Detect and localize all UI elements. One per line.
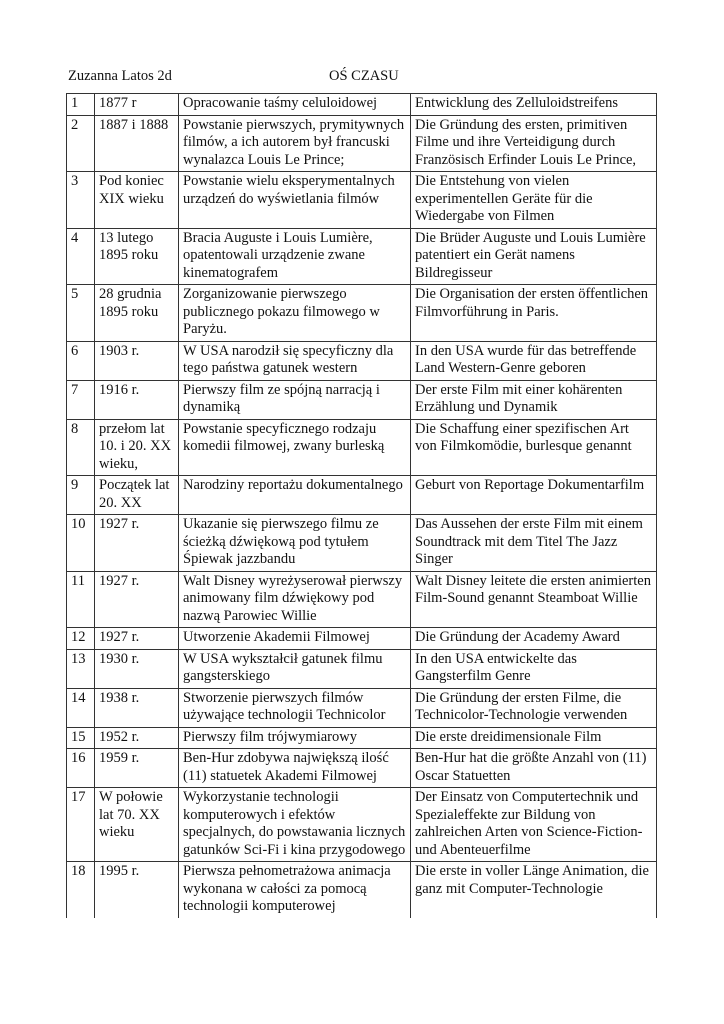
row-number-cell: 9 xyxy=(67,476,95,515)
german-description-cell: Die Gründung der Academy Award xyxy=(411,628,657,650)
german-description-cell: Die Schaffung einer spezifischen Art von Filmkomödie, burlesque genannt xyxy=(411,419,657,476)
polish-description-cell: Ben-Hur zdobywa największą ilość (11) statuetek Akademi Filmowej xyxy=(179,749,411,788)
german-description-cell: Die Entstehung von vielen experimentellen Geräte für die Wiedergabe von Filmen xyxy=(411,172,657,229)
date-cell: W połowie lat 70. XX wieku xyxy=(95,788,179,862)
polish-description-cell: Powstanie pierwszych, prymitywnych filmów, a ich autorem był francuski wynalazca Louis Le Prince; xyxy=(179,115,411,172)
table-row xyxy=(67,228,657,285)
row-number-cell: 1 xyxy=(67,94,95,116)
german-description-cell: Das Aussehen der erste Film mit einem Soundtrack mit dem Titel The Jazz Singer xyxy=(411,515,657,572)
polish-description-cell: Stworzenie pierwszych filmów używające technologii Technicolor xyxy=(179,688,411,727)
table-row xyxy=(67,115,657,172)
date-cell: 1903 r. xyxy=(95,341,179,380)
date-cell: 1916 r. xyxy=(95,380,179,419)
german-description-cell: Die Gründung des ersten, primitiven Filme und ihre Verteidigung durch Französisch Erfinder Louis Le Prince, xyxy=(411,115,657,172)
table-row xyxy=(67,862,657,918)
table-row xyxy=(67,788,657,862)
german-description-cell: Geburt von Reportage Dokumentarfilm xyxy=(411,476,657,515)
polish-description-cell: Walt Disney wyreżyserował pierwszy animowany film dźwiękowy pod nazwą Parowiec Willie xyxy=(179,571,411,628)
table-row xyxy=(67,172,657,229)
polish-description-cell: Zorganizowanie pierwszego publicznego pokazu filmowego w Paryżu. xyxy=(179,285,411,342)
polish-description-cell: Pierwszy film trójwymiarowy xyxy=(179,727,411,749)
table-row xyxy=(67,749,657,788)
document-header xyxy=(68,68,658,88)
polish-description-cell: Ukazanie się pierwszego filmu ze ścieżką dźwiękową pod tytułem Śpiewak jazzbandu xyxy=(179,515,411,572)
table-row xyxy=(67,94,657,116)
row-number-cell: 14 xyxy=(67,688,95,727)
row-number-cell: 5 xyxy=(67,285,95,342)
date-cell: 28 grudnia 1895 roku xyxy=(95,285,179,342)
table-row xyxy=(67,628,657,650)
german-description-cell: Walt Disney leitete die ersten animierten Film-Sound genannt Steamboat Willie xyxy=(411,571,657,628)
table-row xyxy=(67,515,657,572)
date-cell: 1995 r. xyxy=(95,862,179,918)
polish-description-cell: Narodziny reportażu dokumentalnego xyxy=(179,476,411,515)
polish-description-cell: Utworzenie Akademii Filmowej xyxy=(179,628,411,650)
german-description-cell: Der erste Film mit einer kohärenten Erzählung und Dynamik xyxy=(411,380,657,419)
table-row xyxy=(67,649,657,688)
row-number-cell: 2 xyxy=(67,115,95,172)
row-number-cell: 12 xyxy=(67,628,95,650)
timeline-table xyxy=(66,93,657,918)
row-number-cell: 16 xyxy=(67,749,95,788)
date-cell: Początek lat 20. XX xyxy=(95,476,179,515)
date-cell: 1959 r. xyxy=(95,749,179,788)
date-cell: 1927 r. xyxy=(95,571,179,628)
german-description-cell: Entwicklung des Zelluloidstreifens xyxy=(411,94,657,116)
timeline-table-body xyxy=(67,94,657,918)
row-number-cell: 10 xyxy=(67,515,95,572)
row-number-cell: 15 xyxy=(67,727,95,749)
date-cell: 1887 i 1888 xyxy=(95,115,179,172)
german-description-cell: Die Gründung der ersten Filme, die Technicolor-Technologie verwenden xyxy=(411,688,657,727)
row-number-cell: 13 xyxy=(67,649,95,688)
row-number-cell: 18 xyxy=(67,862,95,918)
date-cell: przełom lat 10. i 20. XX wieku, xyxy=(95,419,179,476)
table-row xyxy=(67,476,657,515)
date-cell: 1930 r. xyxy=(95,649,179,688)
german-description-cell: In den USA wurde für das betreffende Land Western-Genre geboren xyxy=(411,341,657,380)
row-number-cell: 17 xyxy=(67,788,95,862)
row-number-cell: 11 xyxy=(67,571,95,628)
table-row xyxy=(67,341,657,380)
date-cell: 1952 r. xyxy=(95,727,179,749)
row-number-cell: 8 xyxy=(67,419,95,476)
row-number-cell: 6 xyxy=(67,341,95,380)
document-title: OŚ CZASU xyxy=(329,68,399,84)
polish-description-cell: Bracia Auguste i Louis Lumière, opatentowali urządzenie zwane kinematografem xyxy=(179,228,411,285)
table-row xyxy=(67,419,657,476)
german-description-cell: Die Organisation der ersten öffentlichen Filmvorführung in Paris. xyxy=(411,285,657,342)
table-row xyxy=(67,727,657,749)
german-description-cell: Die Brüder Auguste und Louis Lumière patentiert ein Gerät namens Bildregisseur xyxy=(411,228,657,285)
date-cell: 1938 r. xyxy=(95,688,179,727)
author-name: Zuzanna Latos 2d xyxy=(68,68,172,84)
date-cell: 13 lutego 1895 roku xyxy=(95,228,179,285)
table-row xyxy=(67,380,657,419)
german-description-cell: Die erste dreidimensionale Film xyxy=(411,727,657,749)
row-number-cell: 7 xyxy=(67,380,95,419)
row-number-cell: 4 xyxy=(67,228,95,285)
date-cell: 1927 r. xyxy=(95,628,179,650)
polish-description-cell: Pierwsza pełnometrażowa animacja wykonana w całości za pomocą technologii komputerowej xyxy=(179,862,411,918)
polish-description-cell: Opracowanie taśmy celuloidowej xyxy=(179,94,411,116)
polish-description-cell: Pierwszy film ze spójną narracją i dynamiką xyxy=(179,380,411,419)
german-description-cell: Der Einsatz von Computertechnik und Spezialeffekte zur Bildung von zahlreichen Arten von Science-Fiction- und Abenteuerfilme xyxy=(411,788,657,862)
polish-description-cell: W USA narodził się specyficzny dla tego państwa gatunek western xyxy=(179,341,411,380)
row-number-cell: 3 xyxy=(67,172,95,229)
table-row xyxy=(67,285,657,342)
polish-description-cell: Powstanie wielu eksperymentalnych urządzeń do wyświetlania filmów xyxy=(179,172,411,229)
date-cell: 1877 r xyxy=(95,94,179,116)
german-description-cell: Die erste in voller Länge Animation, die ganz mit Computer-Technologie xyxy=(411,862,657,918)
german-description-cell: Ben-Hur hat die größte Anzahl von (11) Oscar Statuetten xyxy=(411,749,657,788)
polish-description-cell: W USA wykształcił gatunek filmu gangsterskiego xyxy=(179,649,411,688)
polish-description-cell: Powstanie specyficznego rodzaju komedii filmowej, zwany burleską xyxy=(179,419,411,476)
date-cell: Pod koniec XIX wieku xyxy=(95,172,179,229)
table-row xyxy=(67,571,657,628)
german-description-cell: In den USA entwickelte das Gangsterfilm Genre xyxy=(411,649,657,688)
table-row xyxy=(67,688,657,727)
polish-description-cell: Wykorzystanie technologii komputerowych i efektów specjalnych, do powstawania licznych gatunków Sci-Fi i kina przygodowego xyxy=(179,788,411,862)
date-cell: 1927 r. xyxy=(95,515,179,572)
